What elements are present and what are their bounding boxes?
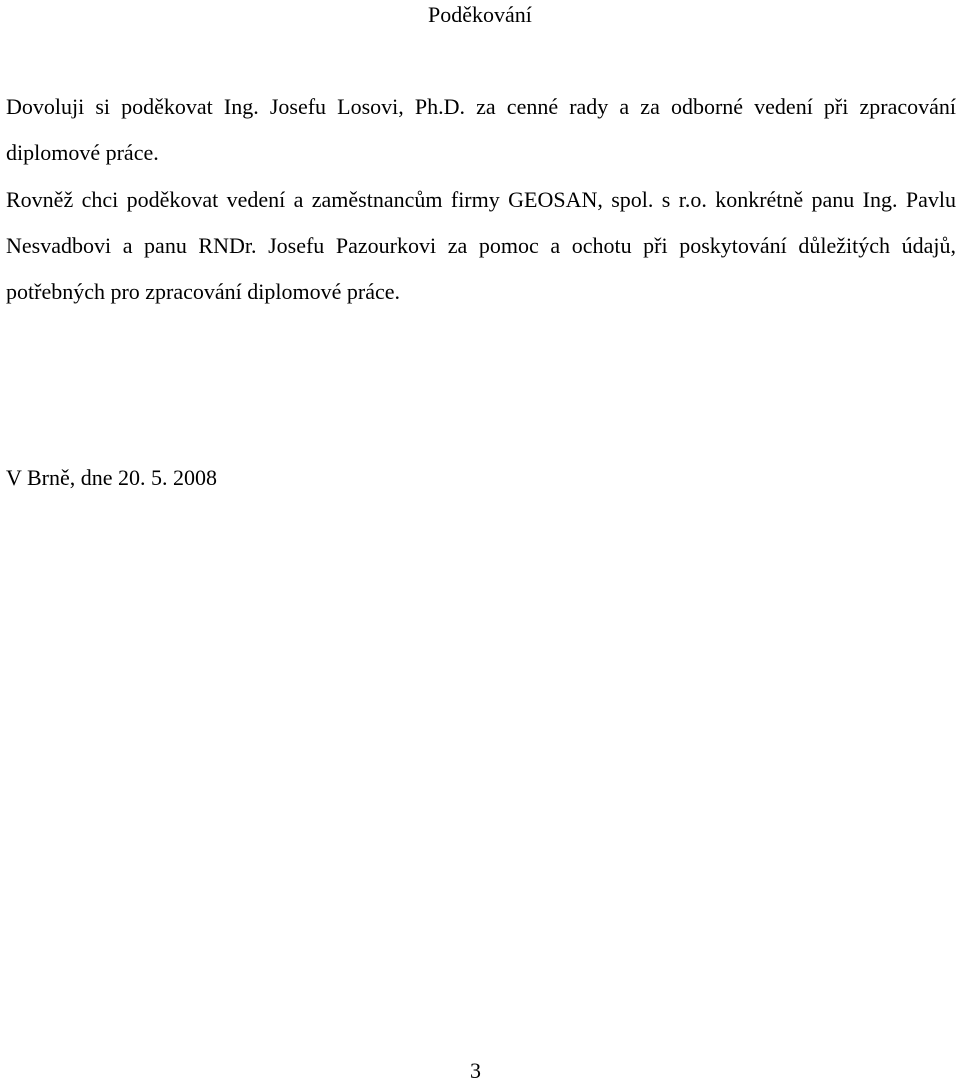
acknowledgement-paragraph-1: Dovoluji si poděkovat Ing. Josefu Losovi, Ph.D. za cenné rady a za odborné vedení při zpracování diplomové práce. xyxy=(6,94,956,165)
page-title: Poděkování xyxy=(428,2,532,27)
acknowledgement-paragraph-2: Rovněž chci poděkovat vedení a zaměstnancům firmy GEOSAN, spol. s r.o. konkrétně panu Ing. Pavlu Nesvadbovi a panu RNDr. Josefu Pazourkovi za pomoc a ochotu při poskytování důležitých údajů, potřebných pro zpracování diplomové práce. xyxy=(6,187,956,304)
place-and-date: V Brně, dne 20. 5. 2008 xyxy=(6,465,218,490)
page-number: 3 xyxy=(470,1058,481,1083)
